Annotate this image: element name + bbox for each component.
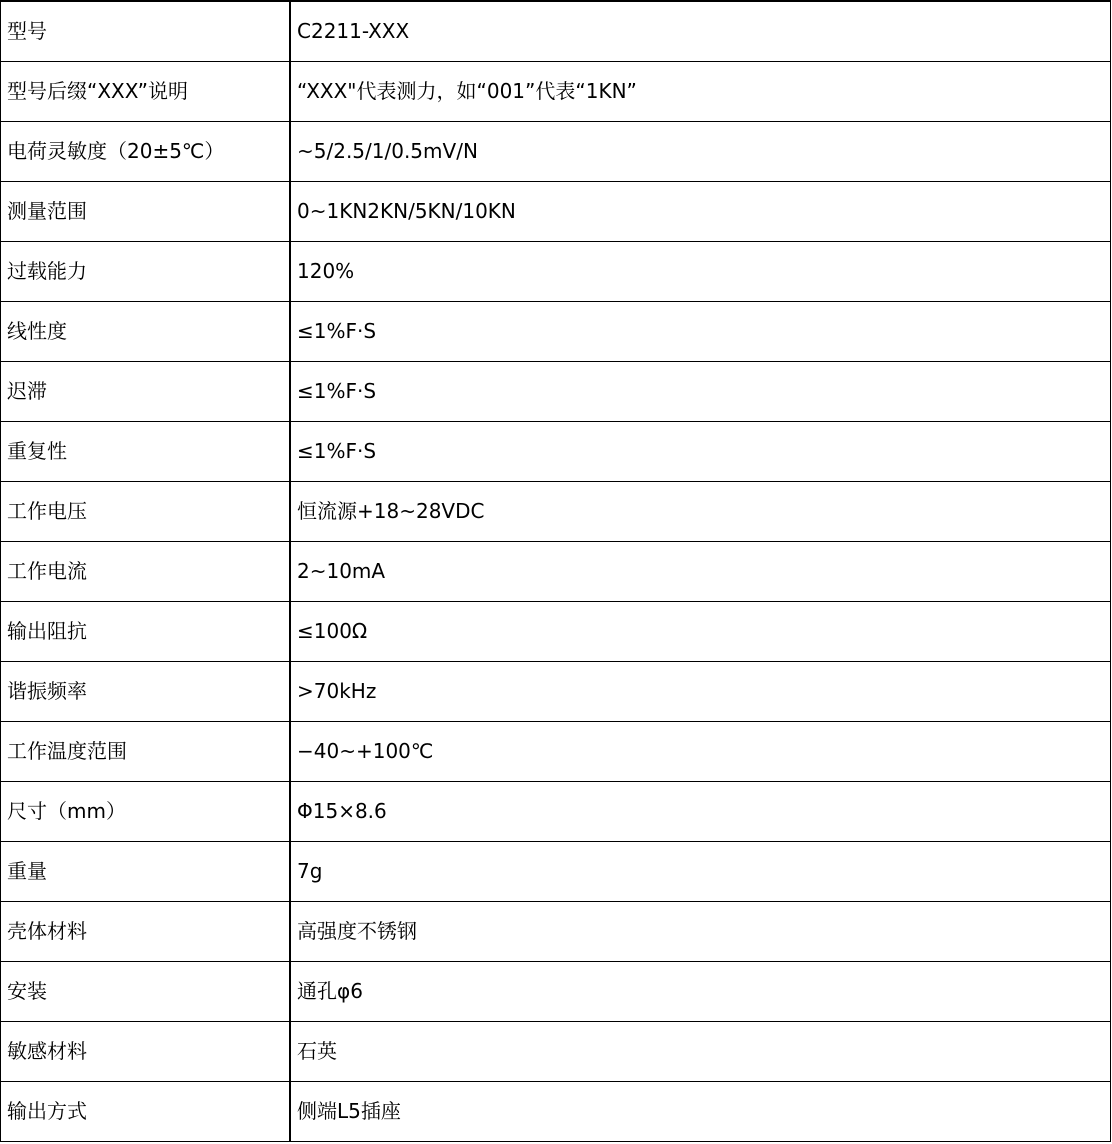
row-label: 敏感材料 bbox=[1, 1021, 291, 1081]
table-row bbox=[1, 721, 1111, 781]
table-row bbox=[1, 541, 1111, 601]
table-row bbox=[1, 781, 1111, 841]
table-row bbox=[1, 1081, 1111, 1141]
table-row bbox=[1, 661, 1111, 721]
table-row bbox=[1, 181, 1111, 241]
row-label: 工作电压 bbox=[1, 481, 291, 541]
row-label: 重复性 bbox=[1, 421, 291, 481]
table-row bbox=[1, 1021, 1111, 1081]
row-value: 通孔φ6 bbox=[290, 961, 1111, 1021]
row-label: 型号 bbox=[1, 1, 291, 61]
row-label: 谐振频率 bbox=[1, 661, 291, 721]
row-value: −40~+100℃ bbox=[290, 721, 1111, 781]
row-value: ≤100Ω bbox=[290, 601, 1111, 661]
row-value: 石英 bbox=[290, 1021, 1111, 1081]
row-value: Φ15×8.6 bbox=[290, 781, 1111, 841]
table-row bbox=[1, 481, 1111, 541]
table-row bbox=[1, 301, 1111, 361]
table-row bbox=[1, 961, 1111, 1021]
spec-table-body bbox=[1, 1, 1111, 1142]
row-label: 工作温度范围 bbox=[1, 721, 291, 781]
row-value: ~5/2.5/1/0.5mV/N bbox=[290, 121, 1111, 181]
row-label: 过载能力 bbox=[1, 241, 291, 301]
row-label: 安装 bbox=[1, 961, 291, 1021]
row-label: 线性度 bbox=[1, 301, 291, 361]
row-label: 尺寸（mm） bbox=[1, 781, 291, 841]
row-label: 重量 bbox=[1, 841, 291, 901]
row-value: 侧端L5插座 bbox=[290, 1081, 1111, 1141]
row-value: 120% bbox=[290, 241, 1111, 301]
table-row bbox=[1, 121, 1111, 181]
row-label: 电荷灵敏度（20±5℃） bbox=[1, 121, 291, 181]
row-value: 7g bbox=[290, 841, 1111, 901]
table-row bbox=[1, 241, 1111, 301]
table-row bbox=[1, 361, 1111, 421]
row-label: 型号后缀“XXX”说明 bbox=[1, 61, 291, 121]
row-value: ≤1%F·S bbox=[290, 421, 1111, 481]
row-value: 2~10mA bbox=[290, 541, 1111, 601]
row-value: 0~1KN2KN/5KN/10KN bbox=[290, 181, 1111, 241]
row-label: 输出方式 bbox=[1, 1081, 291, 1141]
row-value: “XXX"代表测力，如“001”代表“1KN” bbox=[290, 61, 1111, 121]
row-label: 输出阻抗 bbox=[1, 601, 291, 661]
row-label: 工作电流 bbox=[1, 541, 291, 601]
row-value: >70kHz bbox=[290, 661, 1111, 721]
table-row bbox=[1, 1, 1111, 61]
row-value: 恒流源+18~28VDC bbox=[290, 481, 1111, 541]
table-row bbox=[1, 421, 1111, 481]
row-value: 高强度不锈钢 bbox=[290, 901, 1111, 961]
row-value: C2211-XXX bbox=[290, 1, 1111, 61]
row-label: 迟滞 bbox=[1, 361, 291, 421]
row-value: ≤1%F·S bbox=[290, 301, 1111, 361]
table-row bbox=[1, 601, 1111, 661]
table-row bbox=[1, 901, 1111, 961]
table-row bbox=[1, 61, 1111, 121]
row-label: 测量范围 bbox=[1, 181, 291, 241]
row-label: 壳体材料 bbox=[1, 901, 291, 961]
table-row bbox=[1, 841, 1111, 901]
row-value: ≤1%F·S bbox=[290, 361, 1111, 421]
